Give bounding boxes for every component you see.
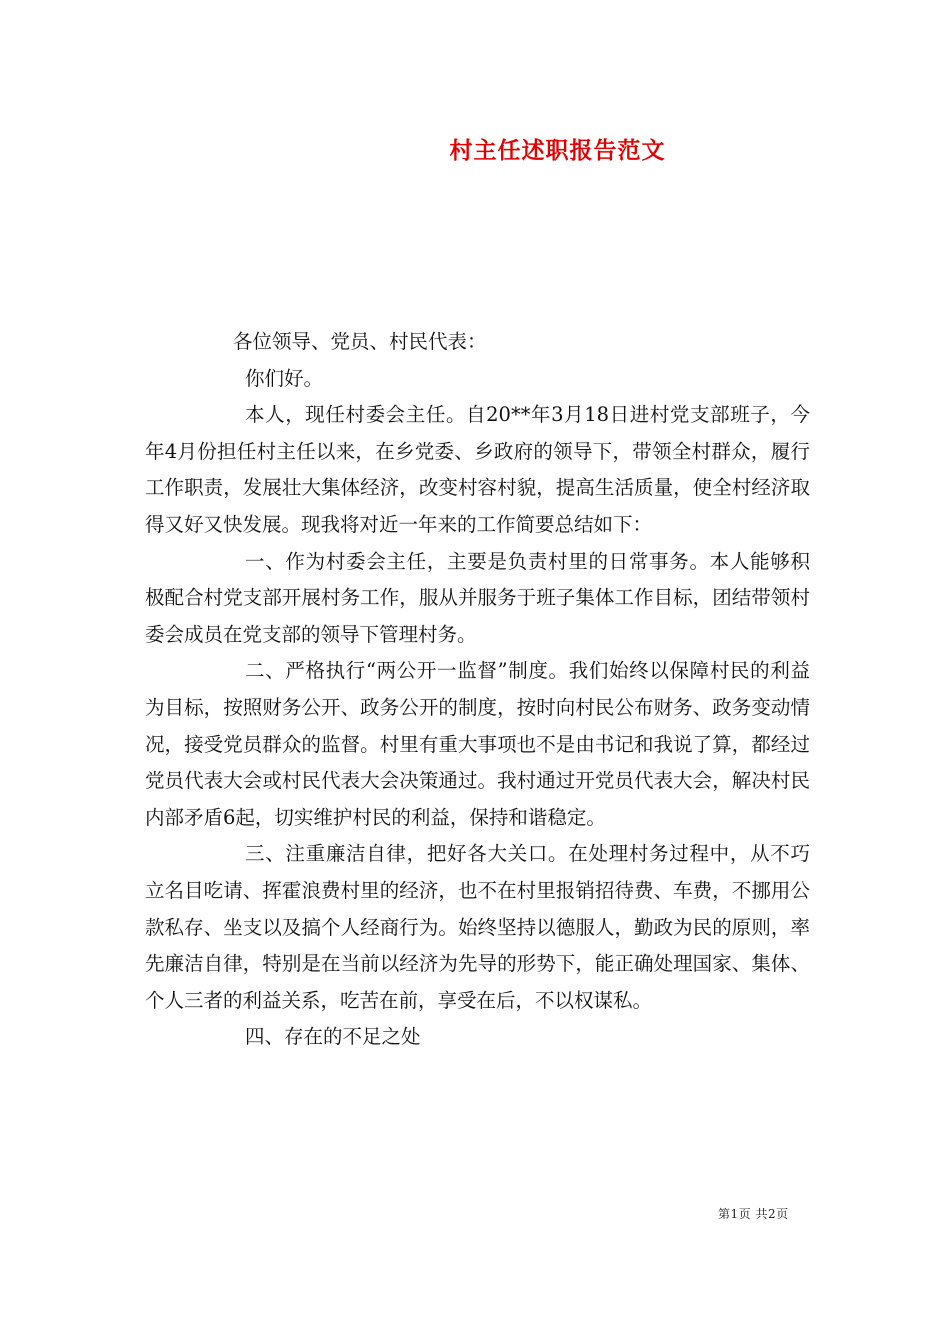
greeting: 你们好。	[245, 366, 324, 390]
page-number: 第1页 共2页	[718, 1207, 789, 1221]
salutation: 各位领导、党员、村民代表：	[233, 330, 487, 353]
document-body	[145, 324, 810, 1056]
paragraph-intro: 本人，现任村委会主任。自20**年3月18日进村党支部班子，今年4月份担任村主任以来，在乡党委、乡政府的领导下，带领全村群众，履行工作职责，发展壮大集体经济，改变村容村貌，提高生活质量，使全村经济取得又好又快发展。现我将对近一年来的工作简要总结如下：	[145, 403, 810, 536]
paragraph-section-3: 三、注重廉洁自律，把好各大关口。在处理村务过程中，从不巧立名目吃请、挥霍浪费村里的经济，也不在村里报销招待费、车费，不挪用公款私存、坐支以及搞个人经商行为。始终坚持以德服人，勤政为民的原则，率先廉洁自律，特别是在当前以经济为先导的形势下，能正确处理国家、集体、个人三者的利益关系，吃苦在前，享受在后，不以权谋私。	[145, 842, 810, 1012]
paragraph-section-1: 一、作为村委会主任，主要是负责村里的日常事务。本人能够积极配合村党支部开展村务工作，服从并服务于班子集体工作目标，团结带领村委会成员在党支部的领导下管理村务。	[145, 549, 810, 646]
section-4-heading: 四、存在的不足之处	[245, 1025, 421, 1049]
document-title: 村主任述职报告范文	[449, 137, 666, 164]
paragraph-section-2: 二、严格执行“两公开一监督”制度。我们始终以保障村民的利益为目标，按照财务公开、政务公开的制度，按时向村民公布财务、政务变动情况，接受党员群众的监督。村里有重大事项也不是由书记和我说了算，都经过党员代表大会或村民代表大会决策通过。我村通过开党员代表大会，解决村民内部矛盾6起，切实维护村民的利益，保持和谐稳定。	[145, 659, 810, 829]
